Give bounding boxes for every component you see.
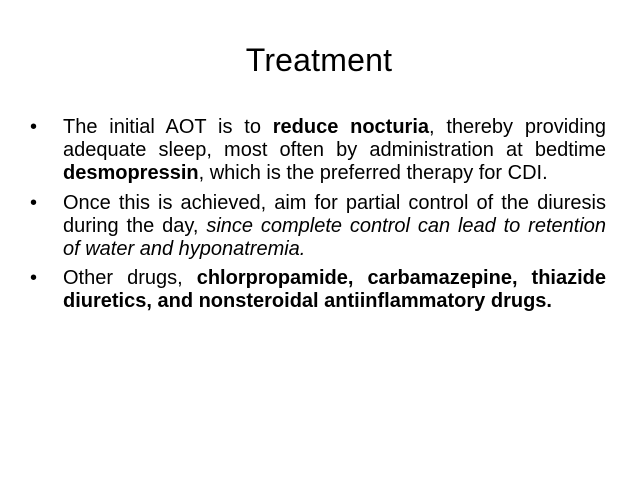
- text-segment: , thereby providing adequate sleep, most often by administration at bedtime: [63, 116, 606, 162]
- bullet-item: [30, 116, 606, 186]
- bullet-text: [63, 267, 606, 312]
- bullet-item: [30, 267, 606, 313]
- slide-title: Treatment: [245, 42, 393, 78]
- bullet-icon: •: [30, 267, 38, 290]
- bullet-icon: •: [30, 116, 38, 138]
- bullet-text: [63, 116, 606, 184]
- bold-term: chlorpropamide, carbamazepine, thiazide diuretics, and nonsteroidal antiinflammatory drugs.: [63, 267, 607, 313]
- text-segment: The initial AOT is to: [63, 116, 273, 138]
- bold-term: desmopressin: [63, 162, 199, 185]
- bullet-item: [30, 192, 606, 262]
- text-segment: Once this is achieved, aim for partial control of the diuresis during the day,: [63, 191, 606, 237]
- bullet-list: [30, 116, 606, 320]
- text-segment: , which is the preferred therapy for CDI.: [198, 162, 548, 185]
- bullet-icon: •: [30, 191, 38, 214]
- text-segment: Other drugs,: [63, 267, 197, 290]
- bold-term: reduce nocturia: [272, 116, 429, 138]
- italic-note: since complete control can lead to retention of water and hyponatremia.: [63, 214, 607, 261]
- bullet-text: [63, 192, 606, 260]
